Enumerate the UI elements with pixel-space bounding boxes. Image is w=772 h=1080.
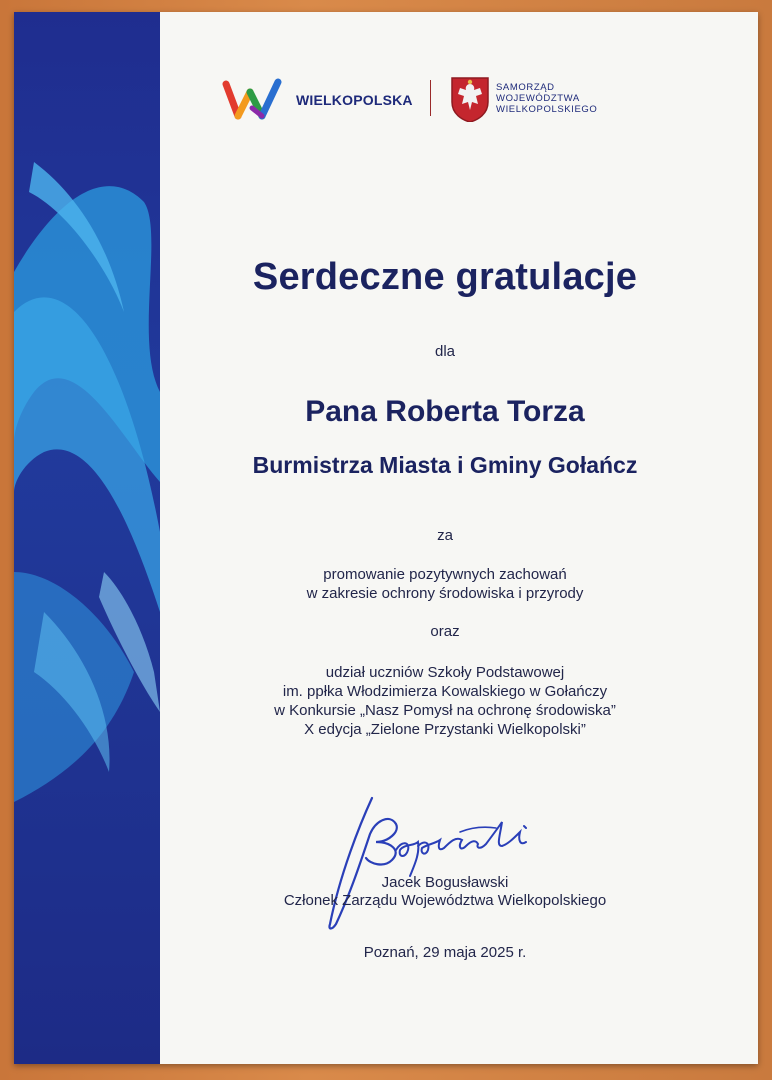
reason-2-line-4: X edycja „Zielone Przystanki Wielkopolski” (304, 721, 586, 738)
recipient-role: Burmistrza Miasta i Gminy Gołańcz (252, 452, 638, 478)
wielkopolska-logo-icon (222, 78, 286, 122)
signer-block (146, 874, 744, 910)
for-label: dla (434, 343, 456, 360)
wielkopolska-logo-text: WIELKOPOLSKA (296, 92, 413, 108)
gov-line-1: SAMORZĄD (496, 82, 555, 93)
voivodeship-crest-icon (450, 76, 490, 122)
handwritten-signature (310, 784, 560, 934)
reason-1-line-2: w zakresie ochrony środowiska i przyrody (306, 585, 584, 602)
reason-2-line-3: w Konkursie „Nasz Pomysł na ochronę środowiska” (274, 702, 616, 719)
logo-divider (430, 80, 431, 116)
reason-1-line-1: promowanie pozytywnych zachowań (323, 566, 567, 583)
conjunction: oraz (430, 623, 460, 640)
decorative-side-band (14, 12, 160, 1064)
brush-stroke-graphic (14, 12, 160, 1064)
reason-2-line-1: udział uczniów Szkoły Podstawowej (325, 664, 565, 681)
signer-position: Członek Zarządu Województwa Wielkopolskiego (283, 892, 607, 909)
certificate-title: Serdeczne gratulacje (252, 256, 638, 298)
header-logos (222, 74, 642, 124)
gov-line-2: WOJEWÓDZTWA (496, 93, 580, 104)
recipient-name: Pana Roberta Torza (305, 395, 585, 428)
place-and-date: Poznań, 29 maja 2025 r. (363, 944, 527, 961)
reason-intro: za (437, 527, 453, 544)
gov-line-3: WIELKOPOLSKIEGO (496, 104, 598, 115)
signer-name: Jacek Bogusławski (381, 874, 509, 891)
reason-2 (146, 663, 744, 739)
reason-2-line-2: im. ppłka Włodzimierza Kowalskiego w Gołańczy (282, 683, 608, 700)
reason-1 (146, 565, 744, 603)
voivodeship-government-name (496, 82, 626, 115)
